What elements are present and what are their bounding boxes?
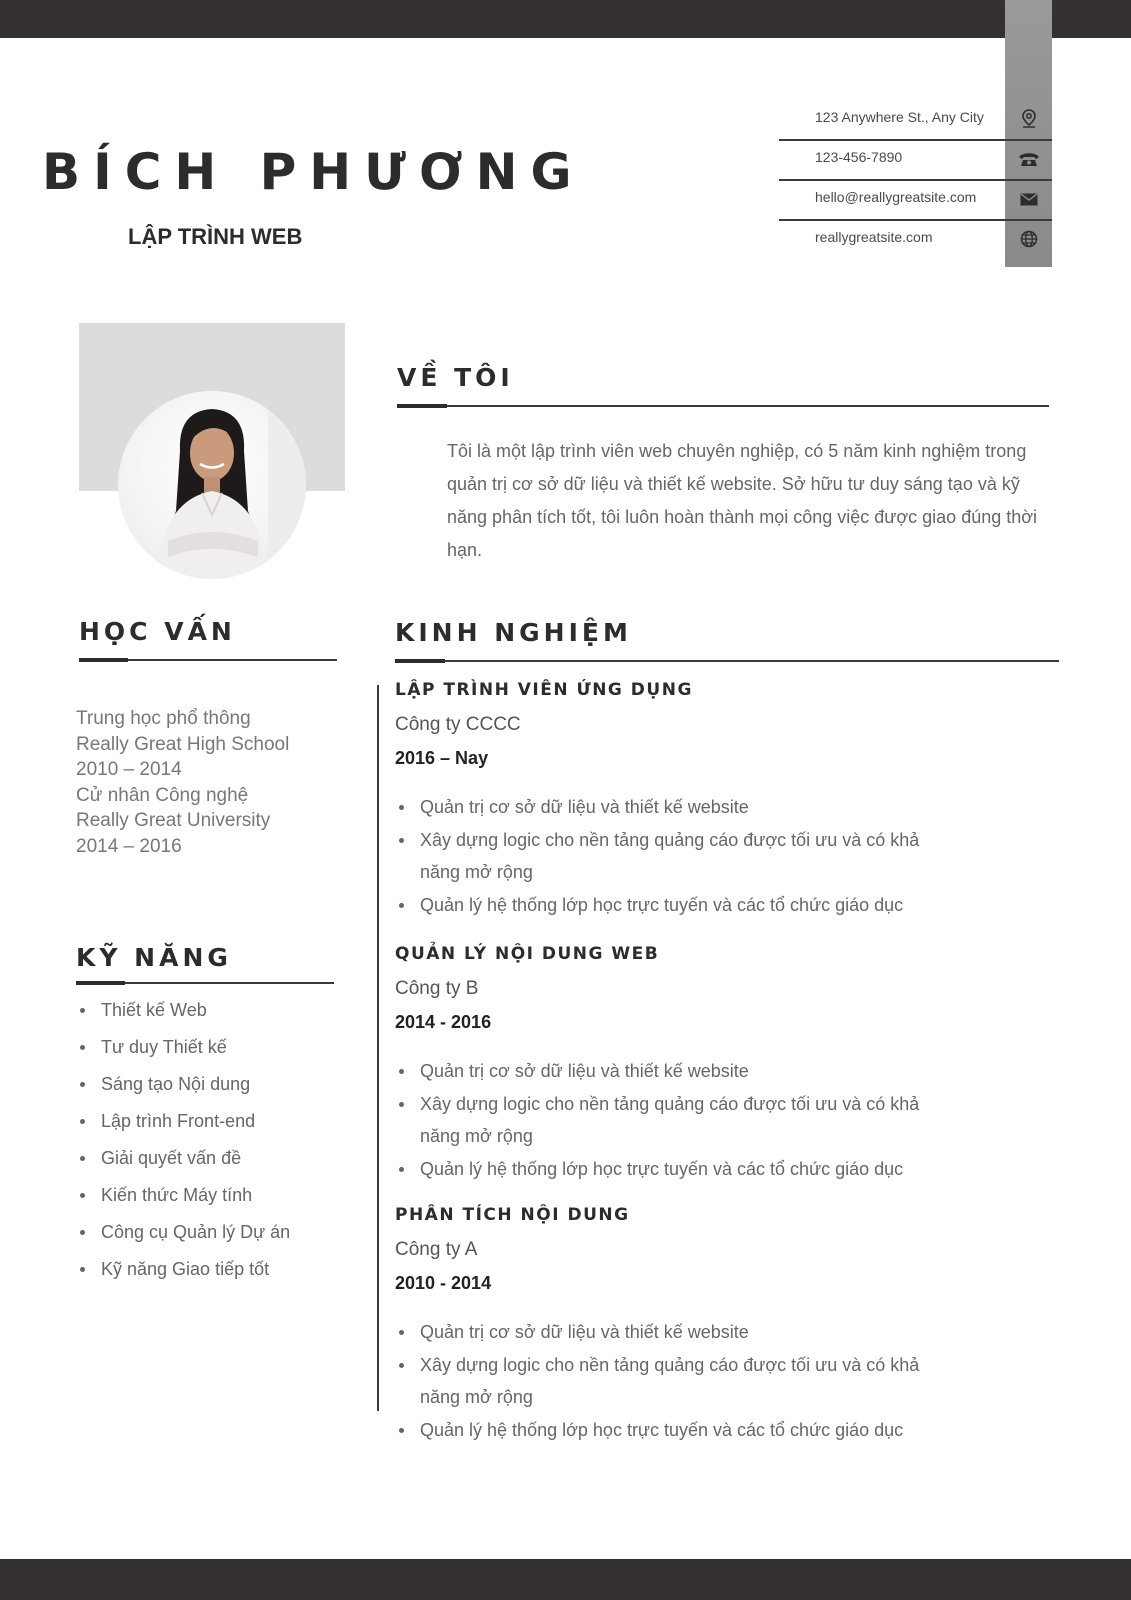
- bottom-bar: [0, 1559, 1131, 1600]
- experience-entry: [395, 944, 995, 1185]
- job-role: LẬP TRÌNH VIÊN ỨNG DỤNG: [395, 680, 693, 700]
- envelope-icon: [1005, 179, 1052, 219]
- education-line: Really Great High School: [76, 733, 290, 755]
- job-bullet: Xây dựng logic cho nền tảng quảng cáo được tối ưu và có khả năng mở rộng: [395, 1088, 955, 1153]
- education-line: 2010 – 2014: [76, 759, 182, 780]
- address-text: 123 Anywhere St., Any City: [815, 109, 984, 125]
- job-bullet: Xây dựng logic cho nền tảng quảng cáo được tối ưu và có khả năng mở rộng: [395, 1349, 955, 1414]
- experience-rule-accent: [395, 659, 445, 663]
- contact-email: [779, 179, 1052, 219]
- column-divider: [377, 685, 379, 1411]
- top-bar: [0, 0, 1131, 38]
- skill-item: Thiết kế Web: [80, 998, 290, 1035]
- skill-item: Công cụ Quản lý Dự án: [80, 1220, 290, 1257]
- education-heading: HỌC VẤN: [79, 617, 236, 646]
- contact-website: [779, 219, 1052, 259]
- skills-list: [80, 998, 290, 1294]
- job-company: Công ty CCCC: [395, 714, 521, 735]
- job-title: LẬP TRÌNH WEB: [128, 224, 303, 249]
- education-line: Trung học phổ thông: [76, 708, 251, 729]
- phone-text: 123-456-7890: [815, 149, 903, 165]
- job-bullet: Quản lý hệ thống lớp học trực tuyến và các tổ chức giáo dục: [395, 889, 955, 922]
- job-company: Công ty A: [395, 1239, 478, 1260]
- profile-photo: [118, 391, 306, 579]
- education-line: 2014 – 2016: [76, 835, 182, 857]
- education-line: Cử nhân Công nghệ: [76, 784, 249, 806]
- skills-rule-accent: [76, 981, 125, 985]
- skill-item: Lập trình Front-end: [80, 1109, 290, 1146]
- job-bullet: Quản trị cơ sở dữ liệu và thiết kế website: [395, 791, 955, 824]
- job-dates: 2010 - 2014: [395, 1273, 492, 1293]
- candidate-name: BÍCH PHƯƠNG: [42, 143, 585, 201]
- about-rule-accent: [397, 404, 447, 408]
- experience-heading: KINH NGHIỆM: [395, 618, 632, 647]
- job-role: PHÂN TÍCH NỘI DUNG: [395, 1205, 630, 1225]
- education-list: [76, 706, 289, 859]
- job-bullets: [395, 1055, 995, 1185]
- job-dates: 2014 - 2016: [395, 1012, 492, 1032]
- job-bullet: Quản lý hệ thống lớp học trực tuyến và các tổ chức giáo dục: [395, 1414, 955, 1447]
- job-bullet: Xây dựng logic cho nền tảng quảng cáo được tối ưu và có khả năng mở rộng: [395, 824, 955, 889]
- email-text: hello@reallygreatsite.com: [815, 189, 977, 205]
- job-bullet: Quản trị cơ sở dữ liệu và thiết kế website: [395, 1055, 955, 1088]
- job-company: Công ty B: [395, 978, 479, 999]
- phone-icon: [1005, 139, 1052, 179]
- job-bullets: [395, 1316, 995, 1446]
- experience-rule: [395, 660, 1059, 662]
- globe-icon: [1005, 219, 1052, 259]
- education-rule-accent: [79, 658, 128, 662]
- about-rule: [397, 405, 1049, 407]
- skills-heading: KỸ NĂNG: [76, 943, 232, 972]
- skill-item: Tư duy Thiết kế: [80, 1035, 290, 1072]
- skill-item: Kỹ năng Giao tiếp tốt: [80, 1257, 290, 1294]
- skill-item: Giải quyết vấn đề: [80, 1146, 290, 1183]
- job-role: QUẢN LÝ NỘI DUNG WEB: [395, 944, 660, 964]
- experience-entry: [395, 680, 995, 921]
- job-bullet: Quản lý hệ thống lớp học trực tuyến và các tổ chức giáo dục: [395, 1153, 955, 1186]
- education-line: Really Great University: [76, 810, 271, 831]
- contact-phone: [779, 139, 1052, 179]
- experience-entry: [395, 1205, 995, 1446]
- website-text: reallygreatsite.com: [815, 229, 933, 245]
- about-heading: VỀ TÔI: [397, 363, 514, 392]
- about-text: Tôi là một lập trình viên web chuyên nghiệp, có 5 năm kinh nghiệm trong quản trị cơ sở dữ liệu và thiết kế website. Sở hữu tư duy sáng tạo và kỹ năng phân tích tốt, tôi luôn hoàn thành mọi công việc được giao đúng thời hạn.: [447, 441, 1038, 560]
- location-pin-icon: [1005, 99, 1052, 139]
- job-bullets: [395, 791, 995, 921]
- job-bullet: Quản trị cơ sở dữ liệu và thiết kế website: [395, 1316, 955, 1349]
- skill-item: Kiến thức Máy tính: [80, 1183, 290, 1220]
- contact-address: [779, 99, 1052, 139]
- job-dates: 2016 – Nay: [395, 748, 489, 768]
- skill-item: Sáng tạo Nội dung: [80, 1072, 290, 1109]
